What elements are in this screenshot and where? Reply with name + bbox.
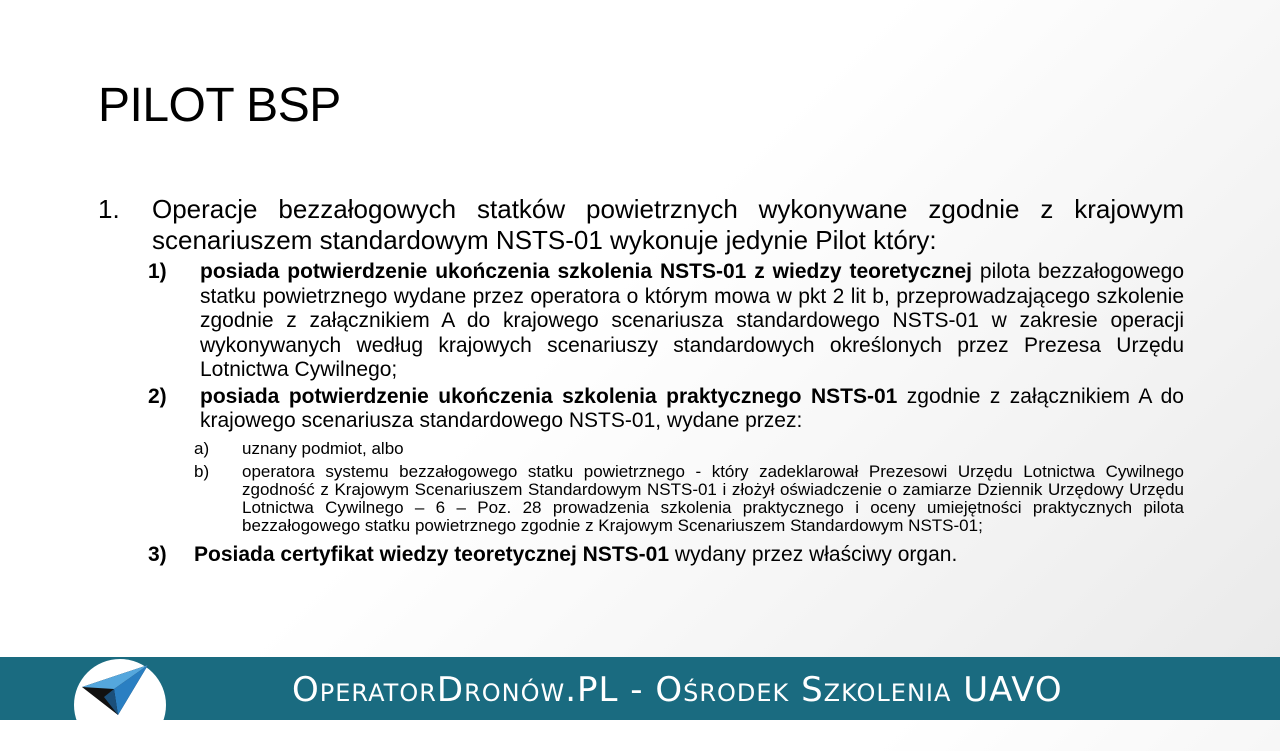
list-item-text: Operacje bezzałogowych statków powietrznych wykonywane zgodnie z krajowym scenariuszem standardowym NSTS-01 wykonuje jedynie Pilot który: <box>152 194 1184 255</box>
paper-plane-icon <box>74 659 166 720</box>
slide-title: PILOT BSP <box>98 79 341 132</box>
sub-item-bold: posiada potwierdzenie ukończenia szkolenia praktycznego NSTS-01 <box>200 384 898 408</box>
sub-item-bold: Posiada certyfikat wiedzy teoretycznej NSTS-01 <box>194 542 670 566</box>
sub-number: 3) <box>148 542 167 566</box>
letter-text: uznany podmiot, albo <box>242 438 404 458</box>
footer-brand-text: OperatorDronów.PL - Ośrodek Szkolenia UAVO <box>292 670 1063 710</box>
sub-item-1 <box>98 260 1184 383</box>
letter-text: operatora systemu bezzałogowego statku powietrznego - który zadeklarował Prezesowi Urzędu Lotnictwa Cywilnego zgodność z Krajowym Scenariuszem Standardowym NSTS-01 i złożył oświadczenie o zamiarze Dziennik Urzędowy Urzędu Lotnictwa Cywilnego – 6 – Poz. 28 prowadzenia szkolenia praktycznego i oceny umiejętności praktycznych pilota bezzałogowego statku powietrznego zgodnie z Krajowym Scenariuszem Standardowym NSTS-01; <box>242 461 1184 535</box>
letter-list <box>98 440 1184 535</box>
letter-item-b <box>98 463 1184 535</box>
list-number: 1. <box>98 194 120 224</box>
slide-content <box>98 194 1184 567</box>
letter-marker: b) <box>194 461 210 481</box>
sub-number: 1) <box>148 260 167 283</box>
sub-item-2 <box>98 385 1184 434</box>
sub-item-3 <box>98 543 1184 568</box>
sub-item-text: wydany przez właściwy organ. <box>669 542 958 566</box>
sub-item-text: zgodnie z załącznikiem A do krajowego scenariusza standardowego NSTS-01, wydane przez: <box>200 384 1184 432</box>
sub-item-bold: posiada potwierdzenie ukończenia szkolenia NSTS-01 z wiedzy teoretycznej <box>200 260 972 283</box>
list-item-1 <box>98 194 1184 256</box>
letter-marker: a) <box>194 438 210 458</box>
sub-number: 2) <box>148 384 167 408</box>
letter-item-a <box>98 440 1184 458</box>
sub-item-text: pilota bezzałogowego statku powietrznego wydane przez operatora o którym mowa w pkt 2 lit b, przeprowadzającego szkolenie zgodnie z załącznikiem A do krajowego scenariusza standardowego NSTS-01 w zakresie operacji wykonywanych według krajowych scenariuszy standardowych określonych przez Prezesa Urzędu Lotnictwa Cywilnego; <box>200 260 1184 381</box>
